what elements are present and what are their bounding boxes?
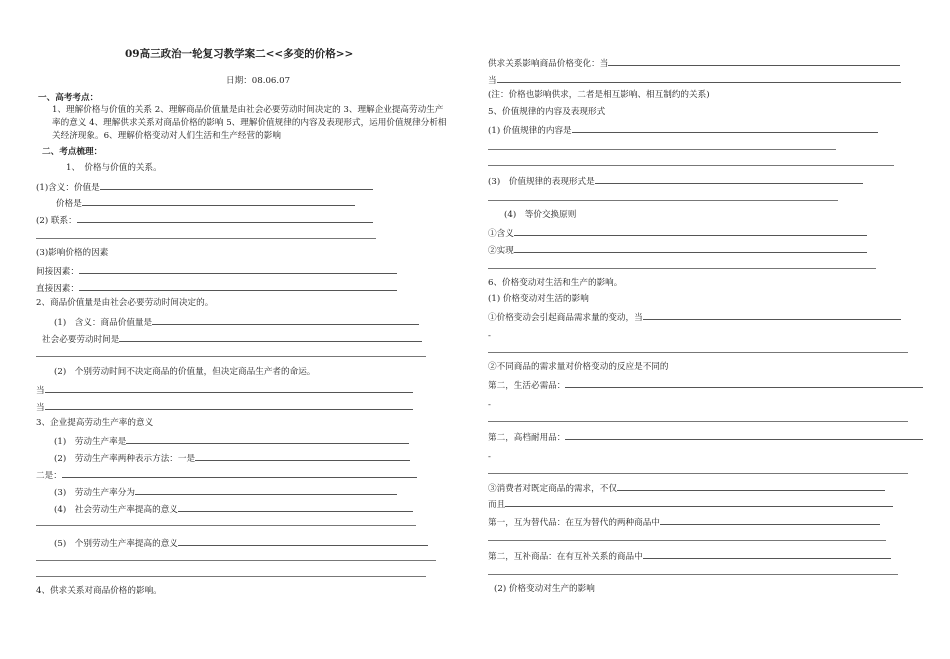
point6-complements: 第二，互补商品：在有互补关系的商品中 xyxy=(488,549,891,563)
point6-demand-change: ①价格变动会引起商品需求量的变动，当 xyxy=(488,310,901,324)
point4-supply-demand-2: 当 xyxy=(488,73,901,87)
point6-life-impact: (1) 价格变动对生活的影响 xyxy=(488,294,589,304)
blank-line xyxy=(488,200,838,201)
blank-line xyxy=(488,352,908,353)
point3-individual-meaning: (5) 个别劳动生产率提高的意义 xyxy=(54,536,428,550)
point1-value-definition: (1)含义：价值是 xyxy=(36,180,373,194)
point6-production-impact: (2) 价格变动对生产的影响 xyxy=(494,584,595,594)
point5-equal-exchange: (4) 等价交换原则 xyxy=(504,210,577,220)
point6-heading: 6、价格变动对生活和生产的影响。 xyxy=(488,278,623,288)
point3-types: (3) 劳动生产率分为 xyxy=(54,485,397,499)
doc-title: 09高三政治一轮复习教学案二<<多变的价格>> xyxy=(125,48,354,60)
point1-indirect-factors: 间接因素： xyxy=(36,264,397,278)
point2-individual-time: (2) 个别劳动时间不决定商品的价值量，但决定商品生产者的命运。 xyxy=(54,367,316,377)
point1-relation: (2) 联系： xyxy=(36,213,373,227)
point3-heading: 3、企业提高劳动生产率的意义 xyxy=(36,418,154,428)
point6-substitutes: 第一，互为替代品：在互为替代的两种商品中 xyxy=(488,515,880,529)
blank-line xyxy=(36,525,416,526)
point2-heading: 2、商品价值量是由社会必要劳动时间决定的。 xyxy=(36,298,214,308)
doc-date: 日期：08.06.07 xyxy=(226,76,291,86)
blank-line xyxy=(36,238,376,239)
blank-line xyxy=(488,268,876,269)
section1-heading: 一、高考考点： xyxy=(38,93,99,103)
point5-forms: (3) 价值规律的表现形式是 xyxy=(488,174,863,188)
dash-mark: - xyxy=(488,400,491,410)
blank-line xyxy=(488,165,894,166)
point1-direct-factors: 直接因素： xyxy=(36,281,397,295)
point4-heading: 4、供求关系对商品价格的影响。 xyxy=(36,586,162,596)
point3-social-meaning: (4) 社会劳动生产率提高的意义 xyxy=(54,502,413,516)
point4-supply-demand-1: 供求关系影响商品价格变化：当 xyxy=(488,56,900,70)
point3-methods-2: 二是： xyxy=(36,468,417,482)
dash-mark: - xyxy=(488,452,491,462)
point2-meaning: (1) 含义：商品价值量是 xyxy=(54,315,419,329)
blank-line xyxy=(36,356,426,357)
section1-line1: 1、理解价格与价值的关系 2、理解商品价值量是由社会必要劳动时间决定的 3、理解企业提高劳动生产 xyxy=(52,105,444,115)
point5-realization: ②实现 xyxy=(488,243,867,257)
section1-line3: 关经济现象。6、理解价格变动对人们生活和生产经营的影响 xyxy=(52,131,281,141)
section1-line2: 率的意义 4、理解供求关系对商品价格的影响 5、理解价值规律的内容及表现形式，运用价值规律分析相 xyxy=(52,118,447,128)
blank-line xyxy=(488,149,836,150)
point2-when-1: 当 xyxy=(36,383,413,397)
point6-and: 而且 xyxy=(488,497,893,511)
point3-productivity: (1) 劳动生产率是 xyxy=(54,434,409,448)
point1-factors: (3)影响价格的因素 xyxy=(36,248,109,258)
point1-heading: 1、 价格与价值的关系。 xyxy=(66,163,162,173)
point1-price-definition: 价格是 xyxy=(56,196,355,210)
point4-note: (注：价格也影响供求，二者是相互影响、相互制约的关系) xyxy=(488,90,710,100)
blank-line xyxy=(36,576,426,577)
point2-when-2: 当 xyxy=(36,400,413,414)
point5-heading: 5、价值规律的内容及表现形式 xyxy=(488,107,606,117)
blank-line xyxy=(488,574,898,575)
point5-content: (1) 价值规律的内容是 xyxy=(488,123,878,137)
point6-durables: 第二，高档耐用品： xyxy=(488,430,923,444)
point2-social-time: 社会必要劳动时间是 xyxy=(42,332,422,346)
point5-meaning: ①含义 xyxy=(488,226,867,240)
blank-line xyxy=(488,540,886,541)
point3-methods-1: (2) 劳动生产率两种表示方法：一是 xyxy=(54,451,410,465)
point6-different-reaction: ②不同商品的需求量对价格变动的反应是不同的 xyxy=(488,362,669,372)
section2-heading: 二、考点梳理： xyxy=(42,147,103,157)
blank-line xyxy=(488,473,908,474)
blank-line xyxy=(488,421,908,422)
point6-consumer-demand: ③消费者对既定商品的需求，不仅 xyxy=(488,481,885,495)
blank-line xyxy=(36,560,436,561)
dash-mark: - xyxy=(488,331,491,341)
point6-necessities: 第二，生活必需品： xyxy=(488,378,923,392)
